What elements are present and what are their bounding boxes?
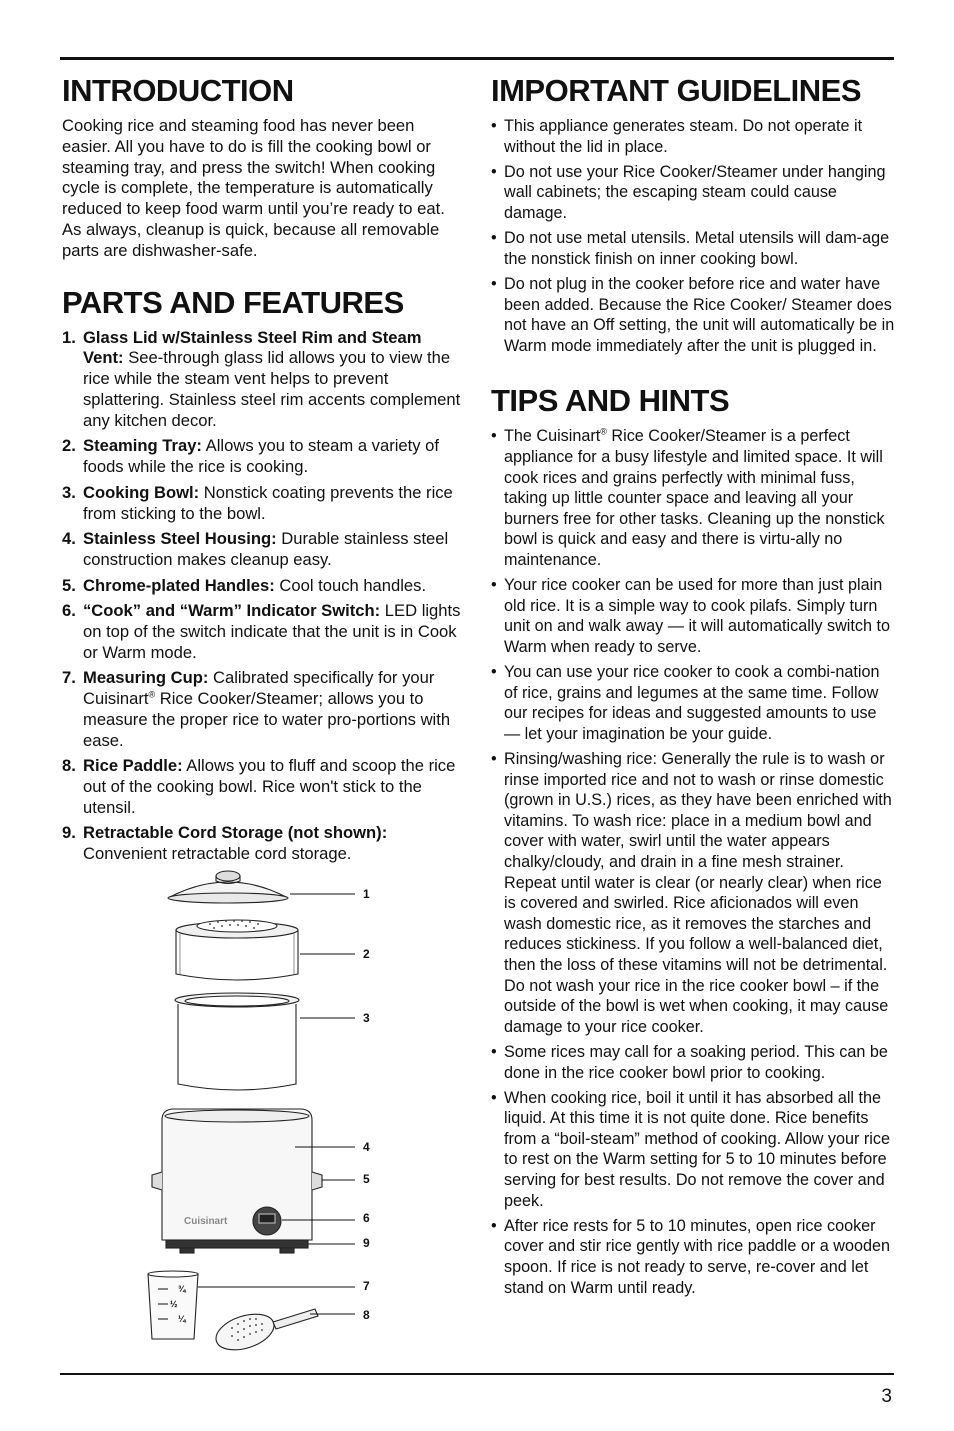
tips-list (491, 426, 895, 1298)
part-number: 9. (62, 823, 76, 843)
tip-item (491, 426, 895, 570)
tip-text: Your rice cooker can be used for more than just plain old rice. It is a simple way to cook pilafs. Simply turn unit on and walk away — it will automatically switch to Warm when ready to serve. (504, 576, 890, 656)
part-text: See-through glass lid allows you to view the rice while the steam vent helps to prevent splattering. Stainless steel rim accents complement any kitchen decor. (83, 348, 461, 430)
part-text: Durable stainless steel construction makes cleanup easy. (83, 529, 449, 569)
part-title: “Cook” and “Warm” Indicator Switch: (83, 601, 381, 621)
page-number: 3 (881, 1386, 892, 1407)
right-column (491, 72, 895, 1303)
guideline-item (491, 116, 895, 157)
introduction-body: Cooking rice and steaming food has never been easier. All you have to do is fill the cooking bowl or steaming tray, and press the switch! When cooking cycle is complete, the temperature is automatically reduced to keep food warm until you’re ready to eat. As always, cleanup is quick, because all removable parts are dishwasher-safe. (62, 116, 445, 260)
tip-item (491, 1088, 895, 1212)
brand-logo: Cuisinart (184, 1216, 228, 1227)
parts-diagram (140, 862, 400, 1362)
part-item (62, 529, 466, 571)
part-title: Glass Lid w/Stainless Steel Rim and Steam Vent: (83, 327, 422, 368)
part-number: 1. (62, 327, 76, 347)
part-title: Rice Paddle: (83, 756, 183, 776)
left-column (62, 72, 466, 870)
tip-text: After rice rests for 5 to 10 minutes, open rice cooker cover and stir rice gently with rice paddle or a wooden spoon. If rice is not ready to serve, re-cover and let stand on Warm until ready. (504, 1216, 891, 1297)
part-text: Rice Cooker/Steamer; allows you to measure the proper rice to water pro-portions with ease. (83, 689, 451, 750)
bullet: • (491, 576, 497, 595)
cup-mark: ½ (170, 1299, 178, 1309)
bullet: • (491, 1042, 497, 1061)
guideline-item (491, 162, 895, 224)
steaming-tray-illustration (176, 920, 298, 980)
cup-mark: ¾ (178, 1284, 186, 1294)
part-title: Retractable Cord Storage (not shown): (83, 823, 388, 843)
tip-text: The Cuisinart (504, 427, 601, 446)
part-item (62, 823, 466, 865)
part-number: 6. (62, 601, 76, 621)
guideline-text: Do not plug in the cooker before rice and water have been added. Because the Rice Cooker/ Steamer does not have an Off setting, the unit will automatically be in Warm mode immediately after the unit is plugged in. (504, 274, 895, 355)
part-title: Steaming Tray: (83, 436, 202, 456)
part-number: 2. (62, 436, 76, 456)
callout-label: 7 (363, 1279, 370, 1293)
bullet: • (491, 1216, 497, 1235)
part-text: LED lights on top of the switch indicate that the unit is in Cook or Warm mode. (83, 601, 461, 662)
part-text: Calibrated specifically for your Cuisinart (83, 668, 435, 709)
tip-item (491, 1216, 895, 1298)
bullet: • (491, 162, 497, 181)
part-title: Measuring Cup: (83, 668, 209, 688)
part-text: Convenient retractable cord storage. (83, 844, 352, 864)
tip-item (491, 749, 895, 1037)
callout-label: 9 (363, 1236, 370, 1250)
callout-label: 1 (363, 887, 370, 901)
callout-label: 8 (363, 1308, 370, 1322)
part-item (62, 576, 466, 597)
part-title: Cooking Bowl: (83, 482, 200, 502)
guideline-item (491, 228, 895, 269)
bottom-rule (60, 1373, 894, 1375)
part-number: 7. (62, 668, 76, 688)
part-title: Chrome-plated Handles: (83, 575, 275, 595)
guideline-text: This appliance generates steam. Do not operate it without the lid in place. (504, 117, 863, 156)
callout-label: 6 (363, 1211, 370, 1225)
part-item (62, 328, 466, 432)
part-text: Nonstick coating prevents the rice from sticking to the bowl. (83, 482, 453, 523)
tips-heading: TIPS AND HINTS (491, 383, 730, 419)
tip-text: When cooking rice, boil it until it has absorbed all the liquid. At this time it is not quite done. Rice benefits from a “boil-steam” method of cooking. Allow your rice to rest on the Warm setting for 5 to 10 minutes before serving for best results. Do not remove the cover and peek. (504, 1088, 890, 1210)
bullet: • (491, 663, 497, 682)
part-text: Allows you to fluff and scoop the rice out of the cooking bowl. Rice won't stick to the utensil. (83, 756, 456, 817)
part-text: Allows you to steam a variety of foods while the rice is cooking. (83, 436, 439, 477)
part-item (62, 601, 466, 663)
part-number: 5. (62, 575, 76, 595)
tip-item (491, 575, 895, 657)
part-item (62, 668, 466, 751)
bullet: • (491, 229, 497, 248)
part-item (62, 756, 466, 818)
tip-item (491, 1042, 895, 1083)
callout-label: 5 (363, 1172, 370, 1186)
registered-mark: ® (600, 426, 607, 437)
bullet: • (491, 117, 497, 135)
tip-item (491, 662, 895, 744)
parts-heading: PARTS AND FEATURES (62, 284, 404, 320)
part-title: Stainless Steel Housing: (83, 529, 277, 549)
introduction-heading: INTRODUCTION (62, 73, 294, 108)
part-item (62, 436, 466, 478)
bullet: • (491, 1088, 497, 1107)
top-rule (60, 57, 894, 60)
bullet: • (491, 274, 497, 293)
cooking-bowl-illustration (175, 993, 299, 1090)
tip-text: You can use your rice cooker to cook a combi-nation of rice, grains and legumes at the same time. Follow our recipes for ideas and suggested amounts to use — let your imagination be your guide. (504, 663, 880, 743)
parts-list (62, 328, 466, 866)
part-item (62, 483, 466, 525)
bullet: • (491, 750, 497, 768)
bullet: • (491, 427, 497, 446)
guideline-text: Do not use metal utensils. Metal utensils will dam-age the nonstick finish on inner cooking bowl. (504, 229, 890, 268)
guideline-text: Do not use your Rice Cooker/Steamer under hanging wall cabinets; the escaping steam could cause damage. (504, 162, 886, 222)
part-text: Cool touch handles. (274, 575, 427, 595)
guidelines-list (491, 116, 895, 356)
housing-illustration (152, 1109, 322, 1253)
guideline-item (491, 274, 895, 356)
callout-label: 4 (363, 1140, 370, 1154)
part-number: 4. (62, 529, 76, 549)
guidelines-heading: IMPORTANT GUIDELINES (491, 73, 862, 108)
callout-label: 3 (363, 1011, 370, 1025)
part-number: 3. (62, 482, 76, 502)
tip-text: Rinsing/washing rice: Generally the rule is to wash or rinse imported rice and not to wash or rinse domestic (grown in U.S.) rices, as they have been enriched with vitamins. To wash rice: place in a medium bowl and cover with water, swirl until the water appears chalky/cloudy, and drain in a fine mesh strainer. Repeat until water is clear (or nearly clear) when rice is covered and swirled. Rice aficionados will even wash domestic rice, as it removes the starches and reduces stickiness. If you follow a well-balanced diet, then the loss of these vitamins will not be detrimental. Do not wash your rice in the rice cooker bowl – if the outside of the bowl is wet when cooking, it may cause damage to your rice cooker. (504, 750, 892, 1036)
tip-text: Rice Cooker/Steamer is a perfect appliance for a busy lifestyle and limited space. It will cook rices and grains perfectly with minimal fuss, taking up little counter space and leaving all your burners free for other tasks. Cleaning up the nonstick bowl is quick and easy and there is virtu-ally no maintenance. (504, 427, 885, 569)
tip-text: Some rices may call for a soaking period. This can be done in the rice cooker bowl prior to cooking. (504, 1042, 888, 1082)
glass-lid-illustration (168, 871, 288, 903)
parts-diagram-svg (140, 862, 400, 1362)
rice-paddle-illustration (212, 1308, 318, 1357)
cup-mark: ¼ (178, 1314, 186, 1324)
callout-label: 2 (363, 947, 370, 961)
registered-mark: ® (148, 689, 156, 700)
part-number: 8. (62, 756, 76, 776)
leader-lines (198, 894, 355, 1314)
